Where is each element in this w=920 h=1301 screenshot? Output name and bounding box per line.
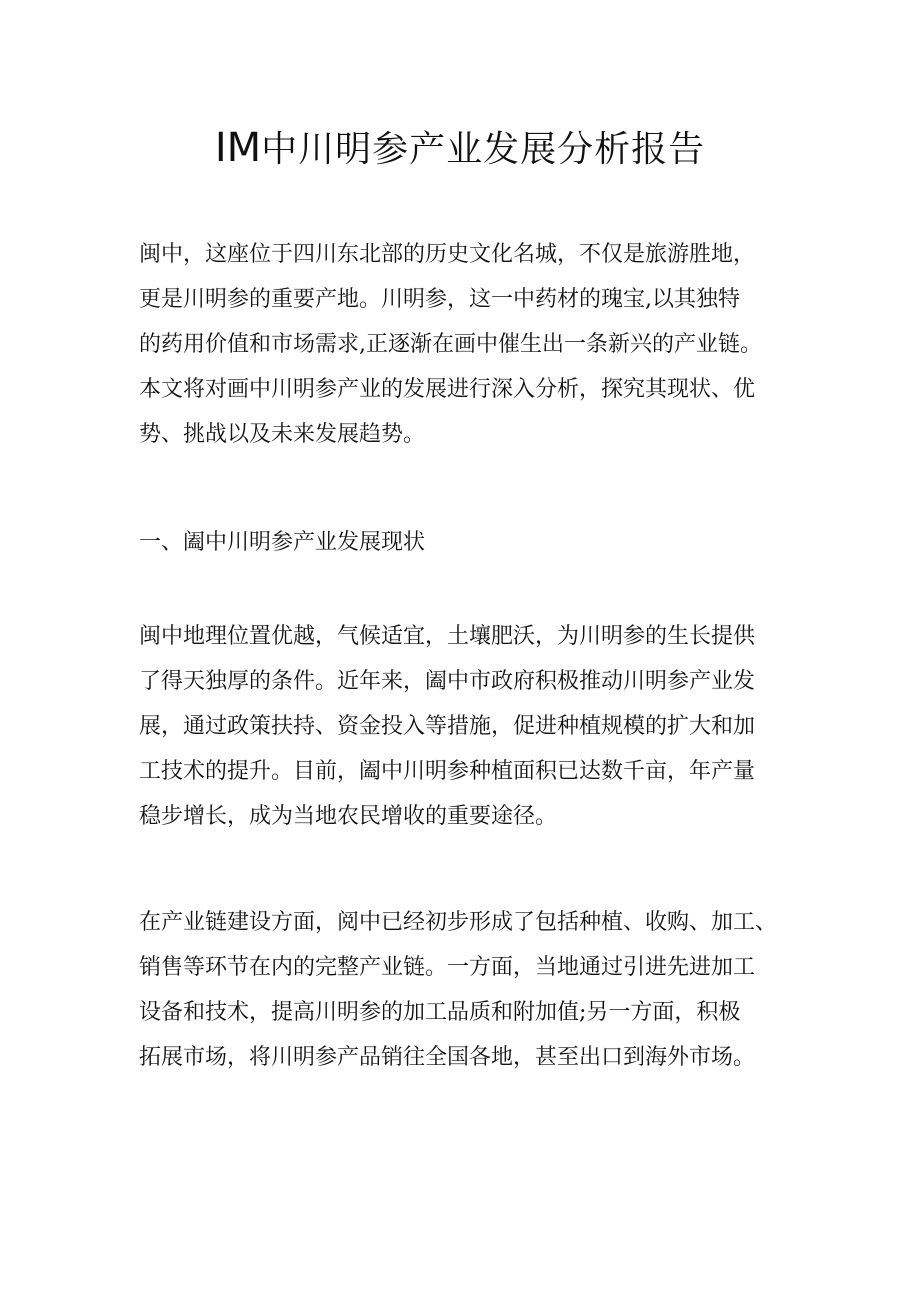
title-prefix: IM xyxy=(214,125,262,171)
section-heading-1: 一、阖中川明参产业发展现状 xyxy=(139,530,426,555)
intro-line-1: 闽中，这座位于四川东北部的历史文化名城，不仅是旅游胜地， xyxy=(139,242,756,267)
para2-line-2: 销售等环节在内的完整产业链。一方面，当地通过引进先进加工 xyxy=(139,955,756,980)
title-text: 中川明参产业发展分析报告 xyxy=(261,129,706,170)
para1-line-1: 闽中地理位置优越，气候适宜，土壤肥沃，为川明参的生长提供 xyxy=(139,624,756,649)
para1-line-3: 展，通过政策扶持、资金投入等措施，促进种植规模的扩大和加 xyxy=(139,714,756,739)
paragraph-2 xyxy=(139,900,799,1080)
intro-line-3: 的药用价值和市场需求,正逐渐在画中催生出一条新兴的产业链。 xyxy=(139,332,762,357)
para2-line-3: 设备和技术，提高川明参的加工品质和附加值;另一方面，积极 xyxy=(139,1000,741,1025)
intro-line-2: 更是川明参的重要产地。川明参，这一中药材的瑰宝,以其独特 xyxy=(139,287,740,312)
intro-line-5: 势、挑战以及未来发展趋势。 xyxy=(139,422,426,447)
para1-line-5: 稳步增长，成为当地农民增收的重要途径。 xyxy=(139,804,558,829)
intro-paragraph xyxy=(139,232,799,457)
paragraph-1 xyxy=(139,614,799,839)
para2-line-4: 拓展市场，将川明参产品销往全国各地，甚至出口到海外市场。 xyxy=(139,1045,756,1070)
para1-line-2: 了得天独厚的条件。近年来，阖中市政府积极推动川明参产业发 xyxy=(139,669,756,694)
para2-line-1: 在产业链建设方面，阅中已经初步形成了包括种植、收购、加工、 xyxy=(139,910,778,935)
para1-line-4: 工技术的提升。目前，阖中川明参种植面积已达数千亩，年产量 xyxy=(139,759,756,784)
intro-line-4: 本文将对画中川明参产业的发展进行深入分析，探究其现状、优 xyxy=(139,377,756,402)
document-title xyxy=(0,124,920,174)
